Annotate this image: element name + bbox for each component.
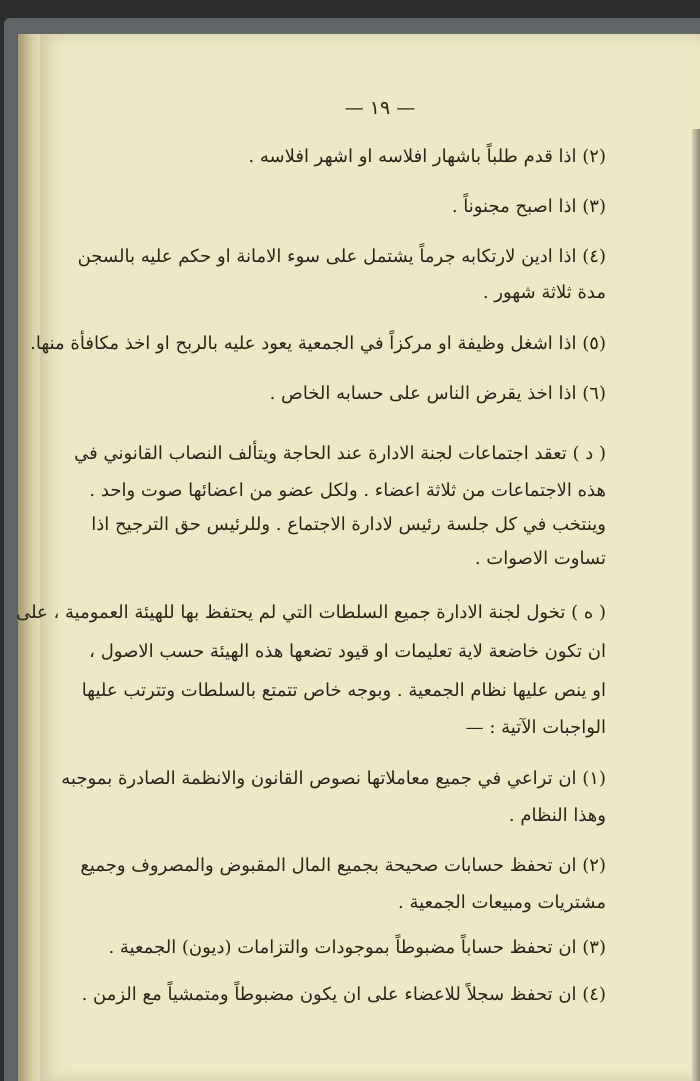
text-line: الواجبات الآتية : — (465, 717, 606, 738)
text-line: مدة ثلاثة شهور . (482, 282, 606, 303)
text-line: مشتريات ومبيعات الجمعية . (398, 892, 606, 913)
text-line: وهذا النظام . (508, 805, 606, 826)
text-line: وينتخب في كل جلسة رئيس لادارة الاجتماع . وللرئيس حق الترجيح اذا (91, 514, 606, 535)
text-line: (٥) اذا اشغل وظيفة او مركزاً في الجمعية يعود عليه بالربح او اخذ مكافأة منها. (30, 333, 606, 354)
page-edge (692, 129, 700, 1081)
text-line: هذه الاجتماعات من ثلاثة اعضاء . ولكل عضو من اعضائها صوت واحد . (89, 480, 606, 501)
text-line: ( د ) تعقد اجتماعات لجنة الادارة عند الحاجة ويتألف النصاب القانوني في (74, 443, 606, 464)
text-line: ( ه ) تخول لجنة الادارة جميع السلطات التي لم يحتفظ بها للهيئة العمومية ، على (16, 602, 606, 623)
text-line: (٤) ان تحفظ سجلاً للاعضاء على ان يكون مضبوطاً ومتمشياً مع الزمن . (81, 984, 606, 1005)
text-line: (٤) اذا ادين لارتكابه جرماً يشتمل على سوء الامانة او حكم عليه بالسجن (77, 246, 606, 267)
text-line: ان تكون خاضعة لاية تعليمات او قيود تضعها هذه الهيئة حسب الاصول ، (89, 641, 606, 662)
text-line: او ينص عليها نظام الجمعية . وبوجه خاص تتمتع بالسلطات وتترتب عليها (81, 680, 606, 701)
text-line: (٦) اذا اخذ يقرض الناس على حسابه الخاص . (269, 383, 606, 404)
page-number: — ١٩ — (344, 97, 416, 119)
text-line: (٢) ان تحفظ حسابات صحيحة بجميع المال المقبوض والمصروف وجميع (80, 855, 606, 876)
text-line: تساوت الاصوات . (474, 548, 606, 569)
text-line: (٢) اذا قدم طلباً باشهار افلاسه او اشهر افلاسه . (248, 146, 606, 167)
text-line: (١) ان تراعي في جميع معاملاتها نصوص القانون والانظمة الصادرة بموجبه (61, 768, 606, 789)
text-line: (٣) ان تحفظ حساباً مضبوطاً بموجودات والتزامات (ديون) الجمعية . (108, 937, 606, 958)
text-line: (٣) اذا اصبح مجنوناً . (451, 196, 606, 217)
